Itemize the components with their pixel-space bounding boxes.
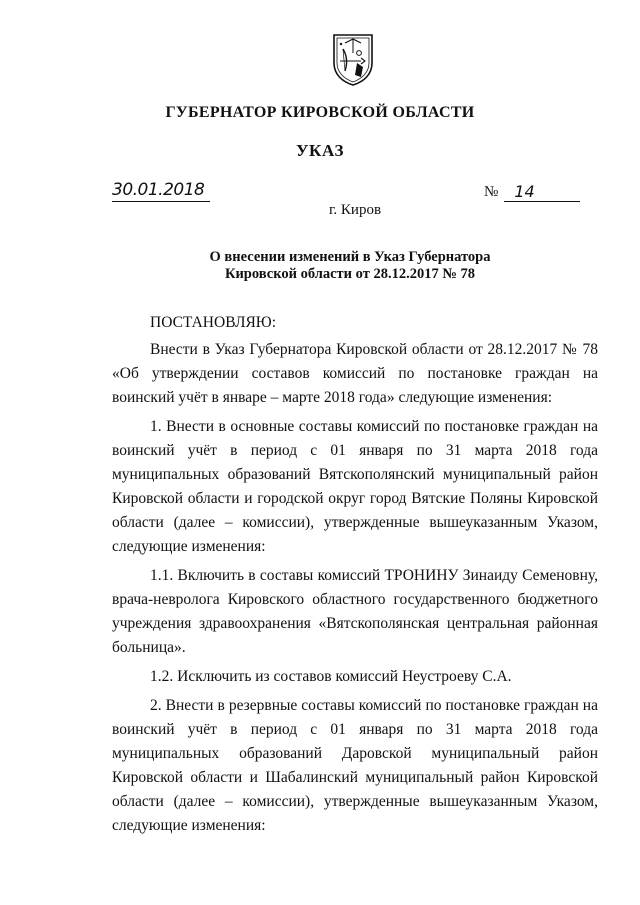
document-title	[180, 249, 520, 283]
document-number	[484, 182, 580, 202]
coat-of-arms-icon	[331, 33, 375, 87]
number-sign: №	[484, 184, 499, 200]
city-name: г. Киров	[328, 202, 382, 218]
document-body	[112, 311, 598, 838]
body-paragraph-item-2: 2. Внести в резервные составы комиссий по постановке граждан на воинский учёт в период с 01 января по 31 марта 2018 года муниципальных образований Даровской муниципальный район Кировской области и Шабалинский муниципальный район Кировской области (далее – комиссии), утвержденные вышеуказанным Указом, следующие изменения:	[112, 697, 598, 834]
document-type: УКАЗ	[295, 141, 345, 160]
authority-name: ГУБЕРНАТОР КИРОВСКОЙ ОБЛАСТИ	[165, 104, 475, 121]
title-line-2: Кировской области от 28.12.2017 № 78	[224, 266, 476, 282]
body-paragraph-intro: Внести в Указ Губернатора Кировской области от 28.12.2017 № 78 «Об утверждении составов комиссий по постановке граждан на воинский учёт в январе – марте 2018 года» следующие изменения:	[112, 341, 598, 406]
title-line-1: О внесении изменений в Указ Губернатора	[209, 249, 491, 265]
document-date: 30.01.2018	[112, 180, 210, 202]
number-value: 14	[504, 183, 580, 202]
body-paragraph-item-1-1: 1.1. Включить в составы комиссий ТРОНИНУ Зинаиду Семеновну, врача-невролога Кировского областного государственного бюджетного учреждения здравоохранения «Вятскополянская центральная районная больница».	[112, 567, 598, 656]
body-paragraph-resolve: ПОСТАНОВЛЯЮ:	[150, 314, 277, 331]
body-paragraph-item-1: 1. Внести в основные составы комиссий по постановке граждан на воинский учёт в период с 01 января по 31 марта 2018 года муниципальных образований Вятскополянский муниципальный район Кировской области и городской округ город Вятские Поляны Кировской области (далее – комиссии), утвержденные вышеуказанным Указом, следующие изменения:	[112, 418, 598, 555]
body-paragraph-item-1-2: 1.2. Исключить из составов комиссий Неустроеву С.А.	[150, 668, 512, 685]
